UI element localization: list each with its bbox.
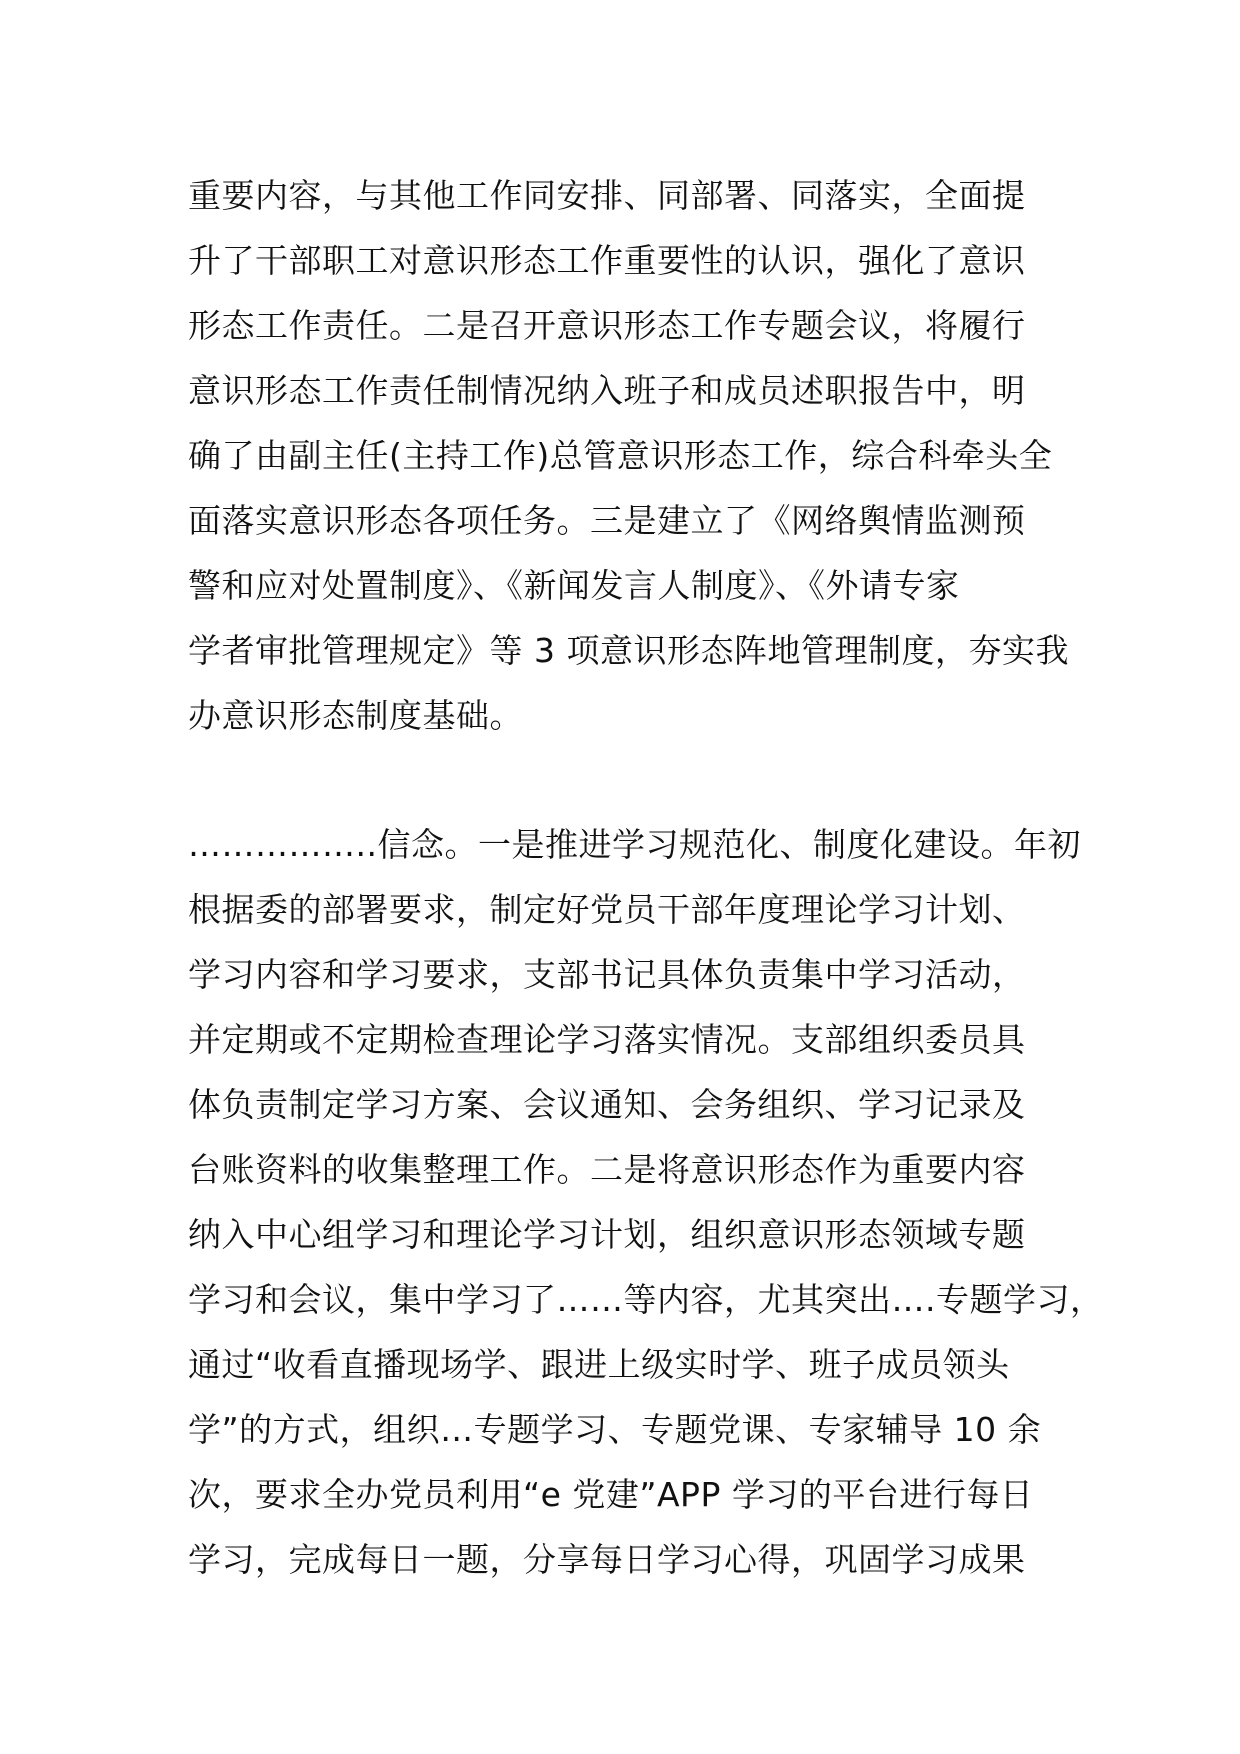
text-line: ……………..信念。一是推进学习规范化、制度化建设。年初 [188, 825, 1081, 864]
text-line: 面落实意识形态各项任务。三是建立了《网络舆情监测预 [188, 501, 1026, 540]
text-line: 台账资料的收集整理工作。二是将意识形态作为重要内容 [188, 1150, 1026, 1189]
text-line: 升了干部职工对意识形态工作重要性的认识，强化了意识 [188, 241, 1026, 280]
text-line: 意识形态工作责任制情况纳入班子和成员述职报告中，明 [188, 371, 1026, 410]
text-line: 体负责制定学习方案、会议通知、会务组织、学习记录及 [188, 1085, 1026, 1124]
text-line: 根据委的部署要求，制定好党员干部年度理论学习计划、 [188, 890, 1026, 929]
text-line: 确了由副主任(主持工作)总管意识形态工作，综合科牵头全 [188, 436, 1053, 475]
text-line: 办意识形态制度基础。 [188, 696, 523, 735]
text-line: 警和应对处置制度》、《新闻发言人制度》、《外请专家 [188, 566, 960, 605]
text-line: 学”的方式，组织…专题学习、专题党课、专家辅导 10 余 [188, 1410, 1042, 1449]
text-line: 重要内容，与其他工作同安排、同部署、同落实，全面提 [188, 176, 1026, 215]
text-line: 学习和会议，集中学习了……等内容，尤其突出….专题学习， [188, 1280, 1104, 1319]
text-line: 学者审批管理规定》等 3 项意识形态阵地管理制度，夯实我 [188, 631, 1069, 670]
paragraph-study-standardization [188, 812, 1104, 1592]
paragraph-ideology-responsibility [188, 163, 1088, 748]
text-line: 学习内容和学习要求，支部书记具体负责集中学习活动， [188, 955, 1026, 994]
text-line: 次，要求全办党员利用“e 党建”APP 学习的平台进行每日 [188, 1475, 1034, 1514]
text-line: 形态工作责任。二是召开意识形态工作专题会议，将履行 [188, 306, 1026, 345]
text-line: 通过“收看直播现场学、跟进上级实时学、班子成员领头 [188, 1345, 1010, 1384]
text-line: 学习，完成每日一题，分享每日学习心得，巩固学习成果 [188, 1540, 1026, 1579]
text-line: 并定期或不定期检查理论学习落实情况。支部组织委员具 [188, 1020, 1026, 1059]
text-line: 纳入中心组学习和理论学习计划，组织意识形态领域专题 [188, 1215, 1026, 1254]
